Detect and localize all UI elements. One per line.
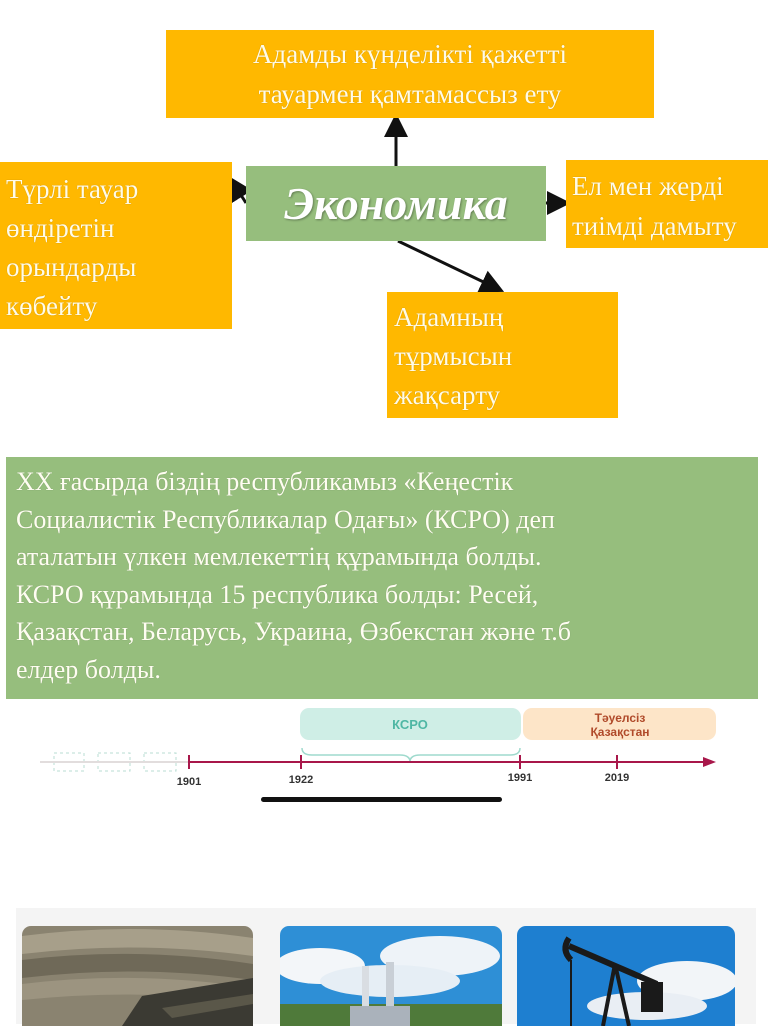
- photo-strip: [16, 908, 756, 1024]
- arrow-to-bottom: [398, 241, 496, 288]
- year-label: 1991: [507, 772, 533, 784]
- info-line: Социалистік Республикалар Одағы» (КСРО) деп: [16, 504, 555, 534]
- history-timeline: [0, 700, 768, 800]
- economy-title: Экономика: [284, 178, 508, 229]
- goal-right-line: Ел мен жерді: [572, 171, 724, 201]
- goal-box-bottom: [387, 292, 618, 418]
- goal-top-line: Адамды күнделікті қажетті: [253, 39, 567, 69]
- year-label: 2019: [604, 772, 630, 784]
- info-line: Қазақстан, Беларусь, Украина, Өзбекстан және т.б: [16, 617, 571, 646]
- power-plant-photo: [280, 926, 502, 1026]
- open-pit-mine-photo: [22, 926, 253, 1026]
- goal-box-right: [566, 160, 768, 248]
- oil-pump-photo: [517, 926, 735, 1026]
- ussr-info-panel: [6, 457, 758, 699]
- info-line: КСРО құрамында 15 республика болды: Ресей,: [16, 579, 539, 609]
- goal-left-line: өндіретін: [6, 213, 115, 243]
- goal-left-line: көбейту: [6, 291, 98, 321]
- year-label: 1922: [288, 774, 314, 786]
- goal-bottom-line: Адамның: [394, 302, 504, 332]
- goal-right-line: тиімді дамыту: [572, 211, 737, 241]
- info-line: аталатын үлкен мемлекеттің құрамында болды.: [16, 542, 542, 571]
- independence-label-line2: Қазақстан: [590, 725, 650, 739]
- goal-top-line: тауармен қамтамассыз ету: [258, 79, 562, 109]
- timeline-arrowhead: [703, 757, 716, 767]
- goal-box-top: [166, 30, 654, 118]
- info-line: елдер болды.: [16, 654, 161, 684]
- goal-left-line: Түрлі тауар: [6, 174, 139, 204]
- arrow-to-left: [234, 184, 246, 203]
- year-label: 1901: [176, 776, 202, 788]
- info-line: ХХ ғасырда біздің республикамыз «Кеңестік: [16, 467, 514, 496]
- goal-bottom-line: тұрмысын: [394, 341, 513, 371]
- ussr-brace: [302, 748, 520, 762]
- economy-center-box: [246, 166, 546, 241]
- goal-bottom-line: жақсарту: [394, 380, 501, 410]
- independence-label-line1: Тәуелсіз: [594, 711, 646, 725]
- goal-left-line: орындарды: [6, 252, 137, 282]
- ussr-period-label: КСРО: [392, 717, 428, 732]
- scroll-indicator[interactable]: [261, 797, 502, 802]
- goal-box-left: [0, 162, 232, 329]
